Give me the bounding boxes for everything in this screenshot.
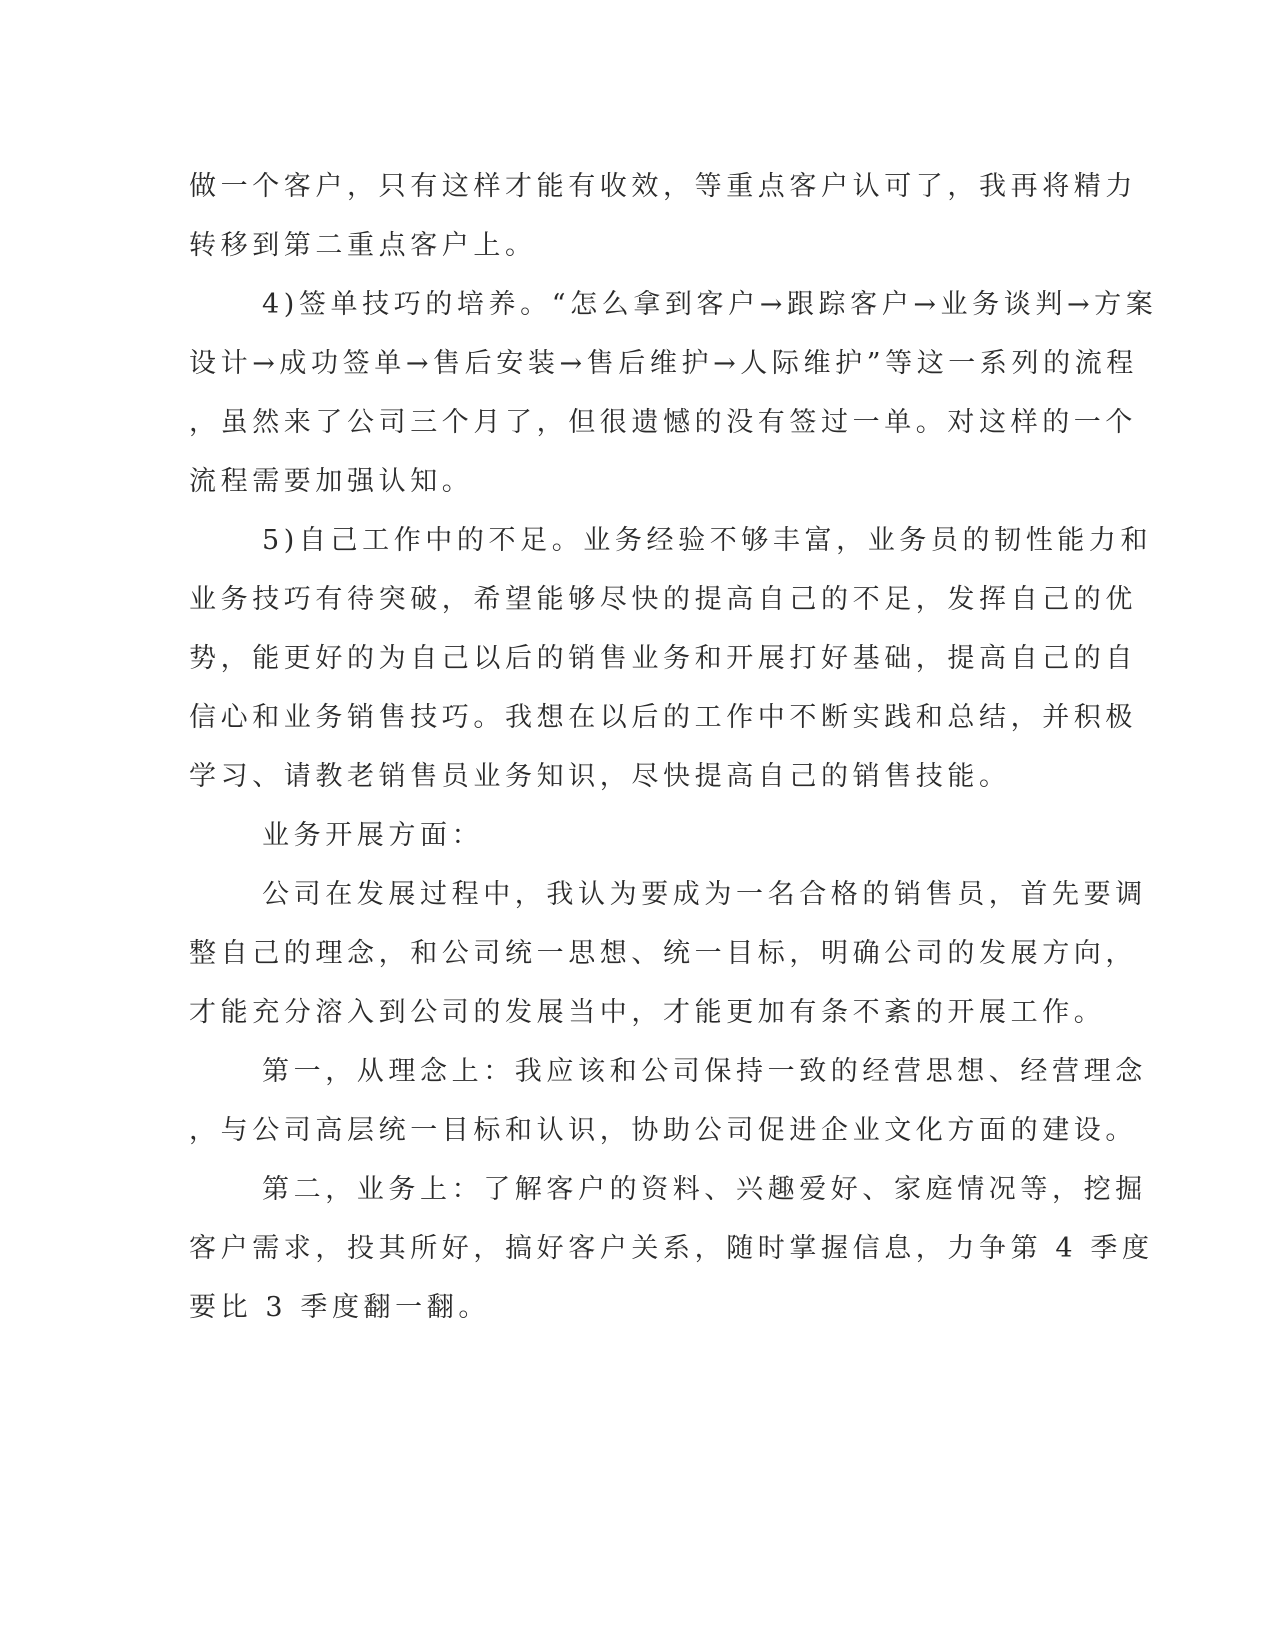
text-line: ，与公司高层统一目标和认识，协助公司促进企业文化方面的建设。: [189, 1115, 1137, 1146]
text-line: 才能充分溶入到公司的发展当中，才能更加有条不紊的开展工作。: [189, 997, 1106, 1028]
text-line: 势，能更好的为自己以后的销售业务和开展打好基础，提高自己的自: [189, 643, 1137, 674]
text-line: ，虽然来了公司三个月了，但很遗憾的没有签过一单。对这样的一个: [189, 407, 1137, 438]
text-line: 第二，业务上：了解客户的资料、兴趣爱好、家庭情况等，挖掘: [262, 1174, 1147, 1205]
text-line: 做一个客户，只有这样才能有收效，等重点客户认可了，我再将精力: [189, 171, 1137, 202]
section-heading: 业务开展方面：: [262, 820, 484, 851]
text-line: 业务技巧有待突破，希望能够尽快的提高自己的不足，发挥自己的优: [189, 584, 1137, 615]
text-line: 要比 3 季度翻一翻。: [189, 1292, 490, 1323]
text-line: 整自己的理念，和公司统一思想、统一目标，明确公司的发展方向，: [189, 938, 1137, 969]
text-line: 公司在发展过程中，我认为要成为一名合格的销售员，首先要调: [262, 879, 1147, 910]
text-line: 学习、请教老销售员业务知识，尽快提高自己的销售技能。: [189, 761, 1011, 792]
text-line: 流程需要加强认知。: [189, 466, 474, 497]
text-line: 5)自己工作中的不足。业务经验不够丰富，业务员的韧性能力和: [262, 525, 1153, 556]
text-line: 转移到第二重点客户上。: [189, 230, 537, 261]
text-line: 客户需求，投其所好，搞好客户关系，随时掌握信息，力争第 4 季度: [189, 1233, 1154, 1264]
text-line: 第一，从理念上：我应该和公司保持一致的经营思想、经营理念: [262, 1056, 1147, 1087]
text-line: 4)签单技巧的培养。“怎么拿到客户→跟踪客户→业务谈判→方案: [262, 289, 1158, 320]
text-line: 信心和业务销售技巧。我想在以后的工作中不断实践和总结，并积极: [189, 702, 1137, 733]
text-line: 设计→成功签单→售后安装→售后维护→人际维护”等这一系列的流程: [189, 348, 1138, 379]
